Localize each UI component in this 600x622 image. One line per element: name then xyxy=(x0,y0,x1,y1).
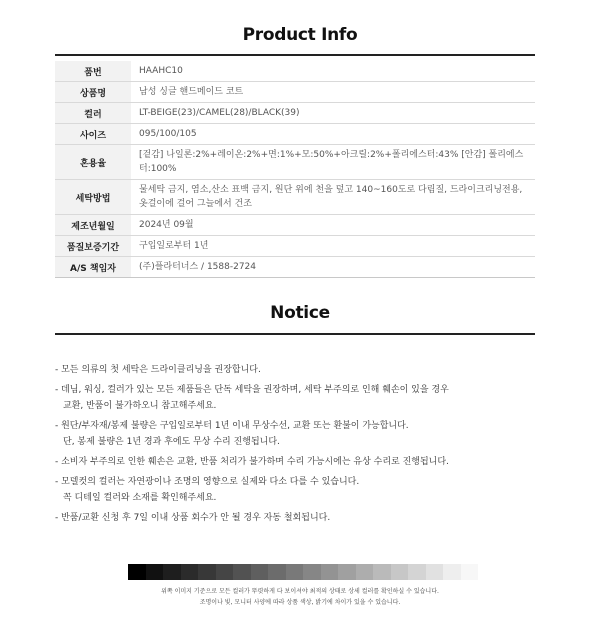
notice-line-continued: 단, 봉제 불량은 1년 경과 후에도 무상 수리 진행됩니다. xyxy=(63,437,280,447)
calibration-note-line-1: 위쪽 이미지 기준으로 모든 컬러가 뚜렷하게 다 보이셔야 최적의 상태로 상세 컬러를 확인하실 수 있습니다. xyxy=(161,588,439,595)
info-label: 컬러 xyxy=(55,103,131,124)
info-row xyxy=(55,236,535,257)
info-label: 상품명 xyxy=(55,82,131,103)
info-label: A/S 책임자 xyxy=(55,257,131,278)
info-value: (주)플라터너스 / 1588-2724 xyxy=(131,257,535,278)
info-value: 물세탁 금지, 염소,산소 표백 금지, 원단 위에 천을 덮고 140~160도로 다림질, 드라이크리닝전용, 옷걸이에 걸어 그늘에서 건조 xyxy=(131,180,535,215)
notice-line: - 모든 의류의 첫 세탁은 드라이클리닝을 권장합니다. xyxy=(55,365,261,375)
gray-swatch xyxy=(181,564,199,580)
notice-item xyxy=(55,454,545,470)
product-info-rule xyxy=(55,54,535,56)
notice-line-continued: 꼭 디테일 컬러와 소재를 확인해주세요. xyxy=(63,493,217,503)
info-value: 남성 싱글 핸드메이드 코트 xyxy=(131,82,535,103)
notice-line: - 원단/부자재/봉제 불량은 구입일로부터 1년 이내 무상수선, 교환 또는 환불이 가능합니다. xyxy=(55,421,409,431)
info-value: 2024년 09월 xyxy=(131,215,535,236)
info-value: [겉감] 나일론:2%+레이온:2%+면:1%+모:50%+아크릴:2%+폴리에스터:43% [안감] 폴리에스터:100% xyxy=(131,145,535,180)
gray-swatch xyxy=(338,564,356,580)
notice-item xyxy=(55,382,545,414)
gray-swatch xyxy=(128,564,146,580)
notice-item xyxy=(55,362,545,378)
gray-swatch xyxy=(268,564,286,580)
notice-item xyxy=(55,510,545,526)
gray-swatch xyxy=(373,564,391,580)
info-row xyxy=(55,180,535,215)
gray-swatch xyxy=(408,564,426,580)
info-label: 제조년월일 xyxy=(55,215,131,236)
info-value: 구입일로부터 1년 xyxy=(131,236,535,257)
info-row xyxy=(55,215,535,236)
gray-swatch xyxy=(233,564,251,580)
info-row xyxy=(55,257,535,278)
info-value: 095/100/105 xyxy=(131,124,535,145)
gray-swatch xyxy=(443,564,461,580)
info-label: 사이즈 xyxy=(55,124,131,145)
gray-swatch xyxy=(303,564,321,580)
gray-swatch xyxy=(163,564,181,580)
info-value: LT-BEIGE(23)/CAMEL(28)/BLACK(39) xyxy=(131,103,535,124)
notice-rule xyxy=(55,333,535,335)
gray-swatch xyxy=(216,564,234,580)
notice-list xyxy=(55,362,545,530)
notice-title: Notice xyxy=(270,303,330,323)
info-row xyxy=(55,61,535,82)
notice-line-continued: 교환, 반품이 불가하오니 참고해주세요. xyxy=(63,401,217,411)
info-label: 세탁방법 xyxy=(55,180,131,215)
gray-swatch xyxy=(356,564,374,580)
gray-swatch xyxy=(286,564,304,580)
calibration-note-line-2: 조명이나 빛, 모니터 사양에 따라 상품 색상, 밝기에 차이가 있을 수 있습니다. xyxy=(199,599,401,606)
grayscale-calibration-strip xyxy=(128,564,478,580)
info-label: 혼용율 xyxy=(55,145,131,180)
gray-swatch xyxy=(321,564,339,580)
notice-line: - 데님, 워싱, 컬러가 있는 모든 제품들은 단독 세탁을 권장하며, 세탁 부주의로 인해 훼손이 있을 경우 xyxy=(55,385,449,395)
notice-line: - 소비자 부주의로 인한 훼손은 교환, 반품 처리가 불가하며 수리 가능시에는 유상 수리로 진행됩니다. xyxy=(55,457,449,467)
notice-item xyxy=(55,474,545,506)
notice-line: - 모델컷의 컬러는 자연광이나 조명의 영향으로 실제와 다소 다를 수 있습니다. xyxy=(55,477,360,487)
gray-swatch xyxy=(198,564,216,580)
info-value: HAAHC10 xyxy=(131,61,535,82)
gray-swatch xyxy=(251,564,269,580)
info-label: 품번 xyxy=(55,61,131,82)
gray-swatch xyxy=(391,564,409,580)
notice-line: - 반품/교환 신청 후 7일 이내 상품 회수가 안 될 경우 자동 철회됩니다. xyxy=(55,513,331,523)
gray-swatch xyxy=(146,564,164,580)
info-row xyxy=(55,103,535,124)
info-row xyxy=(55,124,535,145)
gray-swatch xyxy=(426,564,444,580)
gray-swatch xyxy=(461,564,479,580)
info-row xyxy=(55,82,535,103)
notice-item xyxy=(55,418,545,450)
info-label: 품질보증기간 xyxy=(55,236,131,257)
info-row xyxy=(55,145,535,180)
product-info-table xyxy=(55,61,535,278)
product-info-title: Product Info xyxy=(242,25,358,45)
